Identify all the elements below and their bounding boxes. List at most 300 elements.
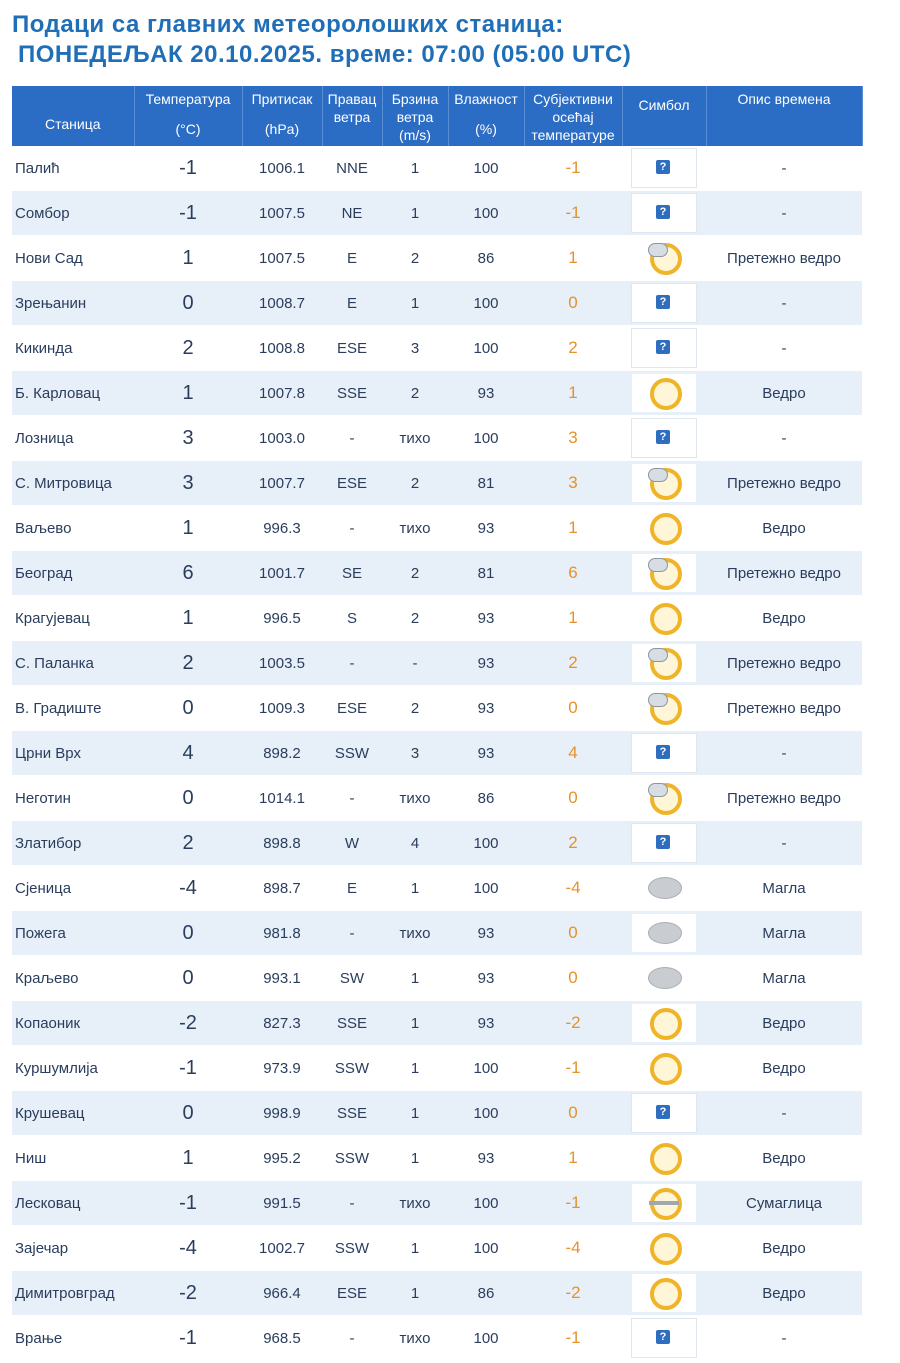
wind-speed-cell: -: [382, 641, 448, 686]
station-cell: С. Паланка: [12, 641, 134, 686]
station-cell: Црни Врх: [12, 731, 134, 776]
symbol-cell: [622, 371, 706, 416]
station-cell: Ваљево: [12, 506, 134, 551]
feels-like-cell: 1: [524, 1136, 622, 1181]
symbol-cell: [622, 956, 706, 1001]
feels-like-cell: -1: [524, 191, 622, 236]
station-cell: Куршумлија: [12, 1046, 134, 1091]
pressure-cell: 1007.8: [242, 371, 322, 416]
table-row: [12, 236, 862, 281]
station-cell: Нови Сад: [12, 236, 134, 281]
symbol-cell: [622, 1316, 706, 1361]
symbol-cell: [622, 326, 706, 371]
pressure-cell: 966.4: [242, 1271, 322, 1316]
feels-like-cell: 2: [524, 641, 622, 686]
wind-direction-cell: W: [322, 821, 382, 866]
wind-speed-cell: 1: [382, 191, 448, 236]
description-cell: Претежно ведро: [706, 776, 862, 821]
unknown-icon: ?: [631, 328, 697, 368]
temperature-cell: 4: [134, 731, 242, 776]
table-header-row: [12, 86, 862, 146]
header-station-label: Станица: [44, 116, 101, 132]
description-cell: Ведро: [706, 1046, 862, 1091]
wind-speed-cell: тихо: [382, 506, 448, 551]
symbol-cell: [622, 776, 706, 821]
feels-like-cell: 1: [524, 506, 622, 551]
temperature-cell: -2: [134, 1001, 242, 1046]
station-cell: Златибор: [12, 821, 134, 866]
temperature-cell: 2: [134, 326, 242, 371]
table-row: [12, 776, 862, 821]
pressure-cell: 1007.7: [242, 461, 322, 506]
symbol-cell: [622, 1226, 706, 1271]
symbol-cell: [622, 686, 706, 731]
header-temperature-unit: (°C): [175, 121, 201, 137]
temperature-cell: -4: [134, 1226, 242, 1271]
feels-like-cell: 0: [524, 686, 622, 731]
table-row: [12, 416, 862, 461]
sun-icon: [632, 1004, 696, 1042]
page-title: Подаци са главних метеоролошких станица:: [12, 11, 564, 38]
table-body: [12, 146, 862, 1361]
pressure-cell: 1009.3: [242, 686, 322, 731]
table-row: [12, 506, 862, 551]
symbol-cell: [622, 416, 706, 461]
wind-direction-cell: -: [322, 776, 382, 821]
description-cell: Претежно ведро: [706, 551, 862, 596]
table-row: [12, 821, 862, 866]
description-cell: -: [706, 731, 862, 776]
table-row: [12, 191, 862, 236]
wind-speed-cell: тихо: [382, 911, 448, 956]
station-cell: Зајечар: [12, 1226, 134, 1271]
humidity-cell: 93: [448, 1136, 524, 1181]
wind-speed-cell: тихо: [382, 416, 448, 461]
description-cell: Сумаглица: [706, 1181, 862, 1226]
wind-direction-cell: ESE: [322, 686, 382, 731]
temperature-cell: 1: [134, 371, 242, 416]
feels-like-cell: 0: [524, 776, 622, 821]
unknown-icon: ?: [631, 733, 697, 773]
humidity-cell: 93: [448, 371, 524, 416]
description-cell: -: [706, 1091, 862, 1136]
sun-icon: [632, 509, 696, 547]
feels-like-cell: 2: [524, 821, 622, 866]
table-row: [12, 956, 862, 1001]
header-temperature: [134, 86, 242, 146]
station-cell: Кикинда: [12, 326, 134, 371]
header-pressure-unit: (hPa): [264, 121, 300, 137]
feels-like-cell: 1: [524, 596, 622, 641]
pressure-cell: 1002.7: [242, 1226, 322, 1271]
humidity-cell: 100: [448, 281, 524, 326]
description-cell: -: [706, 326, 862, 371]
symbol-cell: [622, 911, 706, 956]
station-cell: Лесковац: [12, 1181, 134, 1226]
wind-speed-cell: 2: [382, 551, 448, 596]
wind-speed-cell: 2: [382, 236, 448, 281]
unknown-icon: ?: [631, 823, 697, 863]
station-cell: Сјеница: [12, 866, 134, 911]
wind-direction-cell: SSE: [322, 371, 382, 416]
pressure-cell: 1001.7: [242, 551, 322, 596]
fog-icon: [632, 959, 696, 997]
wind-speed-cell: 1: [382, 1046, 448, 1091]
symbol-cell: [622, 1271, 706, 1316]
temperature-cell: 3: [134, 416, 242, 461]
partly-cloudy-icon: [632, 644, 696, 682]
feels-like-cell: -2: [524, 1271, 622, 1316]
pressure-cell: 1003.5: [242, 641, 322, 686]
pressure-cell: 898.2: [242, 731, 322, 776]
feels-like-cell: -1: [524, 1316, 622, 1361]
description-cell: Ведро: [706, 371, 862, 416]
table-row: [12, 1181, 862, 1226]
unknown-icon: ?: [631, 193, 697, 233]
table-row: [12, 551, 862, 596]
station-cell: Сомбор: [12, 191, 134, 236]
temperature-cell: -1: [134, 1181, 242, 1226]
station-cell: Крагујевац: [12, 596, 134, 641]
description-cell: Магла: [706, 956, 862, 1001]
table-row: [12, 1001, 862, 1046]
fog-icon: [632, 869, 696, 907]
description-cell: Ведро: [706, 1271, 862, 1316]
feels-like-cell: 6: [524, 551, 622, 596]
pressure-cell: 1007.5: [242, 191, 322, 236]
humidity-cell: 93: [448, 911, 524, 956]
wind-direction-cell: -: [322, 1316, 382, 1361]
feels-like-cell: 3: [524, 461, 622, 506]
pressure-cell: 898.8: [242, 821, 322, 866]
humidity-cell: 86: [448, 1271, 524, 1316]
wind-speed-cell: 2: [382, 596, 448, 641]
humidity-cell: 100: [448, 416, 524, 461]
feels-like-cell: -4: [524, 866, 622, 911]
humidity-cell: 93: [448, 956, 524, 1001]
symbol-cell: [622, 191, 706, 236]
wind-speed-cell: 2: [382, 371, 448, 416]
wind-speed-cell: тихо: [382, 1316, 448, 1361]
symbol-cell: [622, 146, 706, 191]
description-cell: Ведро: [706, 1136, 862, 1181]
table-row: [12, 911, 862, 956]
wind-direction-cell: SE: [322, 551, 382, 596]
header-wind-speed-label: Брзина ветра: [391, 91, 439, 125]
symbol-cell: [622, 821, 706, 866]
station-cell: Краљево: [12, 956, 134, 1001]
humidity-cell: 93: [448, 1001, 524, 1046]
humidity-cell: 93: [448, 596, 524, 641]
table-row: [12, 1316, 862, 1361]
weather-table: [12, 86, 863, 1361]
description-cell: Ведро: [706, 596, 862, 641]
symbol-cell: [622, 236, 706, 281]
humidity-cell: 93: [448, 731, 524, 776]
pressure-cell: 996.3: [242, 506, 322, 551]
table-row: [12, 1046, 862, 1091]
station-cell: Врање: [12, 1316, 134, 1361]
description-cell: Претежно ведро: [706, 461, 862, 506]
partly-cloudy-icon: [632, 464, 696, 502]
description-cell: Ведро: [706, 506, 862, 551]
temperature-cell: -1: [134, 191, 242, 236]
description-cell: Магла: [706, 866, 862, 911]
wind-direction-cell: ESE: [322, 1271, 382, 1316]
wind-speed-cell: 4: [382, 821, 448, 866]
humidity-cell: 81: [448, 461, 524, 506]
wind-speed-cell: 1: [382, 1271, 448, 1316]
header-wind-direction-label: Правац ветра: [327, 91, 377, 125]
temperature-cell: 0: [134, 281, 242, 326]
table-row: [12, 326, 862, 371]
unknown-icon: ?: [631, 283, 697, 323]
humidity-cell: 93: [448, 641, 524, 686]
humidity-cell: 100: [448, 326, 524, 371]
header-description-label: Опис времена: [737, 91, 831, 107]
header-pressure-label: Притисак: [251, 91, 313, 107]
humidity-cell: 100: [448, 866, 524, 911]
description-cell: Ведро: [706, 1226, 862, 1271]
header-feels-like-label: Субјективни осећај температуре: [531, 91, 615, 143]
humidity-cell: 100: [448, 146, 524, 191]
temperature-cell: -2: [134, 1271, 242, 1316]
wind-speed-cell: 1: [382, 866, 448, 911]
symbol-cell: [622, 551, 706, 596]
partly-cloudy-icon: [632, 689, 696, 727]
station-cell: В. Градиште: [12, 686, 134, 731]
table-row: [12, 146, 862, 191]
sun-icon: [632, 1139, 696, 1177]
feels-like-cell: 1: [524, 371, 622, 416]
temperature-cell: 0: [134, 911, 242, 956]
pressure-cell: 1007.5: [242, 236, 322, 281]
humidity-cell: 100: [448, 1046, 524, 1091]
feels-like-cell: -2: [524, 1001, 622, 1046]
symbol-cell: [622, 461, 706, 506]
description-cell: Претежно ведро: [706, 686, 862, 731]
sun-icon: [632, 1049, 696, 1087]
feels-like-cell: -1: [524, 1181, 622, 1226]
wind-direction-cell: -: [322, 641, 382, 686]
header-pressure: [242, 86, 322, 146]
humidity-cell: 100: [448, 191, 524, 236]
description-cell: Ведро: [706, 1001, 862, 1046]
wind-speed-cell: 1: [382, 956, 448, 1001]
pressure-cell: 998.9: [242, 1091, 322, 1136]
temperature-cell: -1: [134, 1316, 242, 1361]
temperature-cell: 1: [134, 596, 242, 641]
wind-direction-cell: S: [322, 596, 382, 641]
temperature-cell: 2: [134, 641, 242, 686]
table-row: [12, 1136, 862, 1181]
pressure-cell: 995.2: [242, 1136, 322, 1181]
description-cell: -: [706, 1316, 862, 1361]
wind-direction-cell: SSE: [322, 1001, 382, 1046]
humidity-cell: 100: [448, 1226, 524, 1271]
description-cell: Магла: [706, 911, 862, 956]
unknown-icon: ?: [631, 418, 697, 458]
mist-icon: [632, 1184, 696, 1222]
feels-like-cell: 0: [524, 281, 622, 326]
wind-direction-cell: -: [322, 506, 382, 551]
header-wind-speed-unit: (m/s): [399, 127, 431, 143]
table-row: [12, 1226, 862, 1271]
feels-like-cell: 0: [524, 1091, 622, 1136]
station-cell: С. Митровица: [12, 461, 134, 506]
humidity-cell: 100: [448, 821, 524, 866]
unknown-icon: ?: [631, 1093, 697, 1133]
temperature-cell: 0: [134, 956, 242, 1001]
header-station: [12, 86, 134, 146]
feels-like-cell: 0: [524, 911, 622, 956]
description-cell: -: [706, 191, 862, 236]
symbol-cell: [622, 731, 706, 776]
header-humidity-unit: (%): [475, 121, 497, 137]
wind-direction-cell: E: [322, 866, 382, 911]
temperature-cell: 1: [134, 506, 242, 551]
pressure-cell: 981.8: [242, 911, 322, 956]
humidity-cell: 100: [448, 1181, 524, 1226]
temperature-cell: -1: [134, 146, 242, 191]
wind-direction-cell: SSE: [322, 1091, 382, 1136]
table-row: [12, 596, 862, 641]
wind-direction-cell: ESE: [322, 461, 382, 506]
humidity-cell: 100: [448, 1316, 524, 1361]
station-cell: Б. Карловац: [12, 371, 134, 416]
station-cell: Димитровград: [12, 1271, 134, 1316]
symbol-cell: [622, 1046, 706, 1091]
station-cell: Зрењанин: [12, 281, 134, 326]
page-subtitle: ПОНЕДЕЉАК 20.10.2025. време: 07:00 (05:00 UTC): [18, 41, 632, 68]
wind-direction-cell: -: [322, 416, 382, 461]
wind-speed-cell: 1: [382, 1136, 448, 1181]
header-feels-like: [524, 86, 622, 146]
header-humidity-label: Влажност: [454, 91, 518, 107]
temperature-cell: 2: [134, 821, 242, 866]
station-cell: Пожега: [12, 911, 134, 956]
pressure-cell: 968.5: [242, 1316, 322, 1361]
fog-icon: [632, 914, 696, 952]
wind-direction-cell: SSW: [322, 731, 382, 776]
description-cell: -: [706, 146, 862, 191]
wind-speed-cell: 1: [382, 1091, 448, 1136]
wind-direction-cell: NNE: [322, 146, 382, 191]
feels-like-cell: 1: [524, 236, 622, 281]
table-row: [12, 281, 862, 326]
temperature-cell: 0: [134, 776, 242, 821]
wind-speed-cell: 1: [382, 1001, 448, 1046]
symbol-cell: [622, 281, 706, 326]
wind-direction-cell: -: [322, 1181, 382, 1226]
header-description: [706, 86, 862, 146]
wind-speed-cell: 1: [382, 146, 448, 191]
symbol-cell: [622, 1091, 706, 1136]
sun-icon: [632, 1229, 696, 1267]
station-cell: Палић: [12, 146, 134, 191]
pressure-cell: 1008.8: [242, 326, 322, 371]
table-row: [12, 371, 862, 416]
feels-like-cell: 3: [524, 416, 622, 461]
wind-speed-cell: 3: [382, 731, 448, 776]
header-wind-speed: [382, 86, 448, 146]
wind-speed-cell: тихо: [382, 1181, 448, 1226]
pressure-cell: 1006.1: [242, 146, 322, 191]
table-row: [12, 1271, 862, 1316]
table-row: [12, 866, 862, 911]
wind-direction-cell: SW: [322, 956, 382, 1001]
partly-cloudy-icon: [632, 554, 696, 592]
sun-icon: [632, 599, 696, 637]
wind-speed-cell: 2: [382, 686, 448, 731]
unknown-icon: ?: [631, 1318, 697, 1358]
header-wind-direction: [322, 86, 382, 146]
description-cell: -: [706, 281, 862, 326]
pressure-cell: 993.1: [242, 956, 322, 1001]
table-row: [12, 731, 862, 776]
pressure-cell: 991.5: [242, 1181, 322, 1226]
feels-like-cell: -1: [524, 1046, 622, 1091]
wind-direction-cell: E: [322, 281, 382, 326]
pressure-cell: 827.3: [242, 1001, 322, 1046]
station-cell: Копаоник: [12, 1001, 134, 1046]
table-row: [12, 461, 862, 506]
table-row: [12, 1091, 862, 1136]
temperature-cell: -1: [134, 1046, 242, 1091]
symbol-cell: [622, 641, 706, 686]
feels-like-cell: -4: [524, 1226, 622, 1271]
humidity-cell: 81: [448, 551, 524, 596]
wind-direction-cell: ESE: [322, 326, 382, 371]
pressure-cell: 996.5: [242, 596, 322, 641]
wind-speed-cell: 2: [382, 461, 448, 506]
symbol-cell: [622, 1001, 706, 1046]
humidity-cell: 93: [448, 686, 524, 731]
symbol-cell: [622, 1136, 706, 1181]
symbol-cell: [622, 506, 706, 551]
temperature-cell: -4: [134, 866, 242, 911]
symbol-cell: [622, 866, 706, 911]
wind-direction-cell: -: [322, 911, 382, 956]
temperature-cell: 0: [134, 1091, 242, 1136]
sun-icon: [632, 1274, 696, 1312]
station-cell: Неготин: [12, 776, 134, 821]
wind-speed-cell: тихо: [382, 776, 448, 821]
unknown-icon: ?: [631, 148, 697, 188]
feels-like-cell: -1: [524, 146, 622, 191]
wind-speed-cell: 3: [382, 326, 448, 371]
symbol-cell: [622, 1181, 706, 1226]
feels-like-cell: 4: [524, 731, 622, 776]
header-symbol: [622, 86, 706, 146]
temperature-cell: 1: [134, 1136, 242, 1181]
sun-icon: [632, 374, 696, 412]
humidity-cell: 93: [448, 506, 524, 551]
description-cell: Претежно ведро: [706, 641, 862, 686]
humidity-cell: 100: [448, 1091, 524, 1136]
temperature-cell: 3: [134, 461, 242, 506]
pressure-cell: 1003.0: [242, 416, 322, 461]
table-row: [12, 686, 862, 731]
partly-cloudy-icon: [632, 779, 696, 817]
feels-like-cell: 2: [524, 326, 622, 371]
table-row: [12, 641, 862, 686]
pressure-cell: 1014.1: [242, 776, 322, 821]
wind-direction-cell: NE: [322, 191, 382, 236]
station-cell: Лозница: [12, 416, 134, 461]
wind-direction-cell: SSW: [322, 1046, 382, 1091]
header-temperature-label: Температура: [145, 91, 231, 107]
